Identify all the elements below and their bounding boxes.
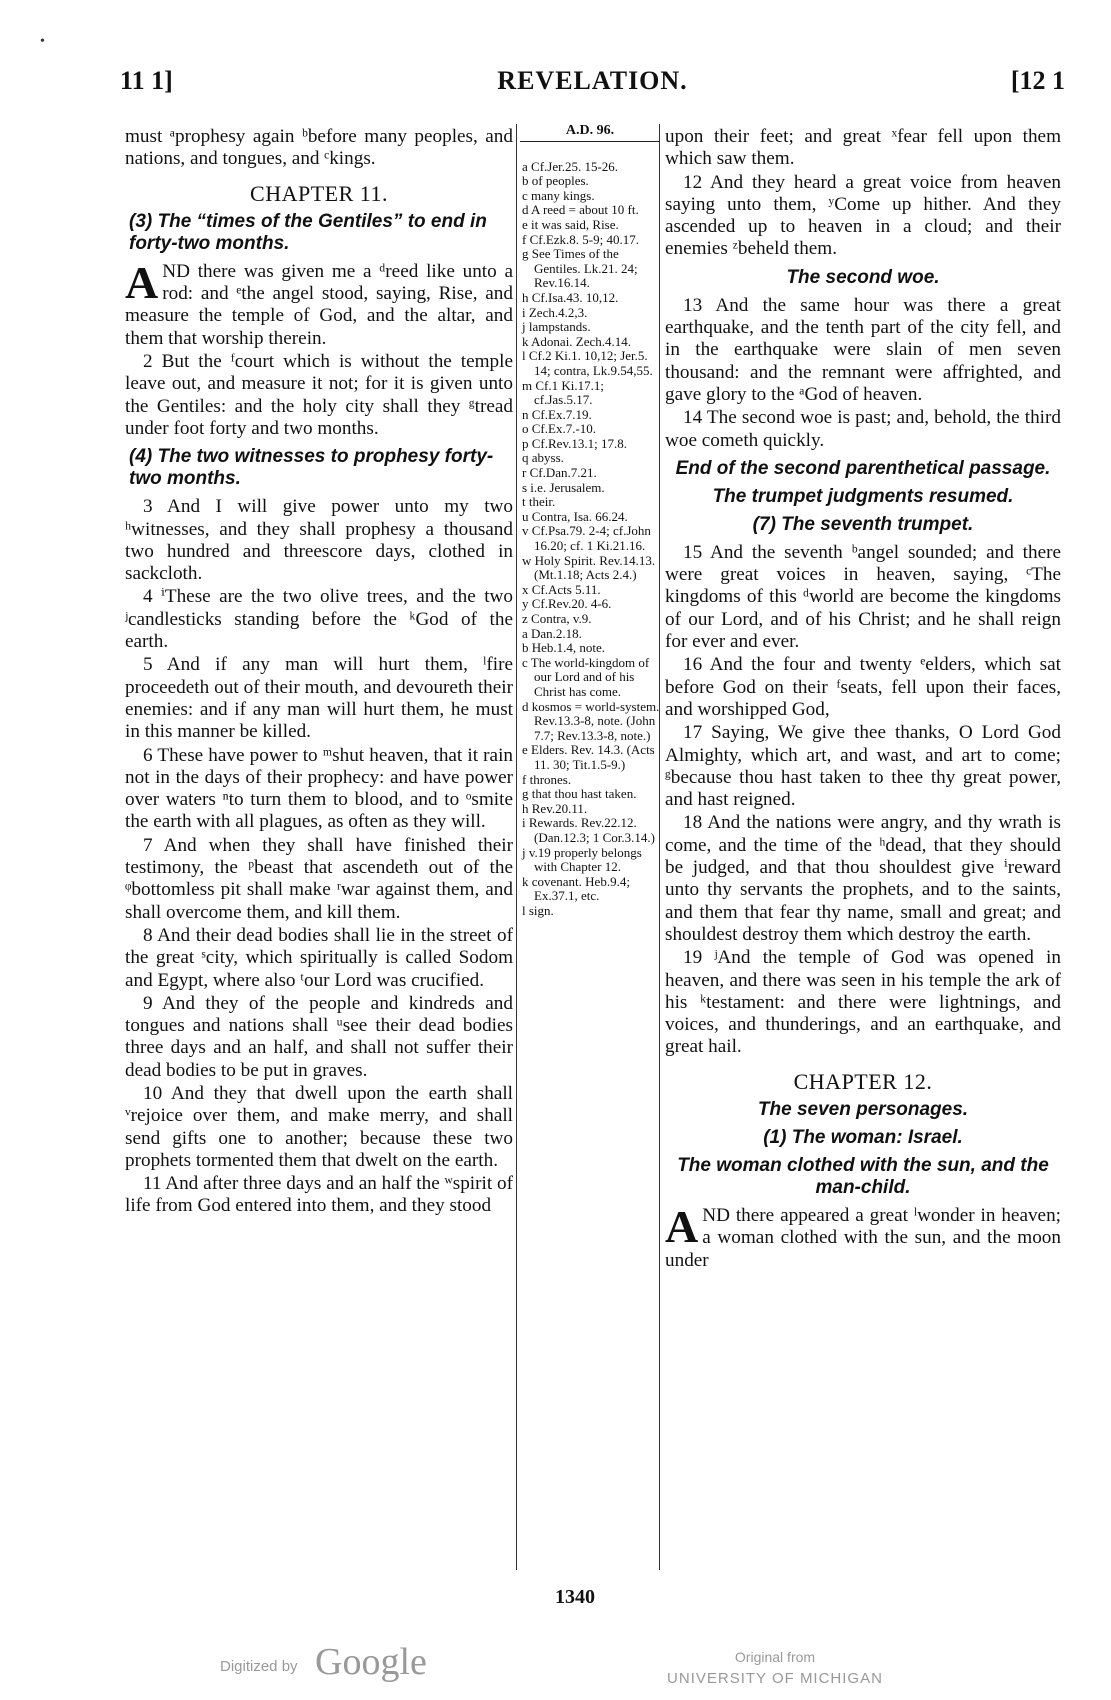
reference-note: f thrones. (522, 771, 572, 787)
section-heading: (4) The two witnesses to prophesy forty-two months. (129, 446, 494, 490)
original-label: Original from (734, 1649, 816, 1665)
reference-note: l Cf.2 Ki.1. 10,12; Jer.5. 14; contra, Lk.9.54,55. (522, 348, 653, 378)
section-heading: End of the second parenthetical passage. (675, 457, 1051, 479)
section-heading: (3) The “times of the Gentiles” to end in forty-two months. (129, 210, 487, 254)
verse-text: must ᵃprophesy again ᵇbefore many peoples, and nations, and tongues, and ᶜkings. (125, 126, 513, 170)
date-label: A.D. 96. (520, 124, 660, 142)
reference-note: o Cf.Ex.7.-10. (522, 421, 597, 437)
reference-note: a Cf.Jer.25. 15-26. (522, 158, 619, 174)
reference-note: b of peoples. (522, 173, 589, 189)
verse-12: 12 And they heard a great voice from heaven saying unto them, ʸCome up hither. And they ascended up to heaven in a cloud; and their enemies ᶻbeheld them. (665, 171, 1061, 260)
verse-1 (125, 256, 513, 350)
verse-16: 16 And the four and twenty ᵉelders, which sat before God on their ᶠseats, fell upon their faces, and worshipped God, (665, 654, 1061, 720)
verse-4: 4 ⁱThese are the two olive trees, and the two ʲcandlesticks standing before the ᵏGod of the earth. (125, 586, 513, 653)
verse-17: 17 Saying, We give thee thanks, O Lord God Almighty, which art, and wast, and art to come; ᵍbecause thou hast taken to thee thy great power, and hast reigned. (665, 722, 1061, 811)
running-header (120, 66, 1065, 106)
reference-note: i Rewards. Rev.22.12. (Dan.12.3; 1 Cor.3.14.) (522, 815, 655, 845)
reference-note: h Cf.Isa.43. 10,12. (522, 289, 619, 305)
header-reference-left: 11 1] (120, 66, 173, 95)
reference-note: v Cf.Psa.79. 2-4; cf.John 16.20; cf. 1 Ki.21.16. (522, 523, 651, 554)
verse-3: 3 And I will give power unto my two ʰwitnesses, and they shall prophesy a thousand two hundred and threescore days, clothed in sackcloth. (125, 496, 513, 585)
section-heading: (1) The woman: Israel. (763, 1126, 963, 1148)
reference-note: b Heb.1.4, note. (522, 640, 606, 656)
section-heading: The second woe. (786, 266, 940, 288)
reference-note: j lampstands. (522, 319, 591, 335)
verse-text: ND there was given me a ᵈreed like unto a rod: and ᵉthe angel stood, saying, Rise, and measure the temple of God, and the altar, and them that worship therein. (125, 260, 513, 349)
verse-5: 5 And if any man will hurt them, ˡfire proceedeth out of their mouth, and devoureth their enemies: and if any man will hurt them, he must in this manner be killed. (125, 654, 513, 743)
verse-14: 14 The second woe is past; and, behold, the third woe cometh quickly. (665, 407, 1061, 451)
reference-note: z Contra, v.9. (522, 611, 592, 626)
reference-column (520, 124, 660, 918)
verse-text: ND there appeared a great ˡwonder in heaven; a woman clothed with the sun, and the moon under (665, 1204, 1061, 1271)
chapter-heading: CHAPTER 12. (793, 1068, 933, 1094)
reference-note: u Contra, Isa. 66.24. (522, 508, 628, 524)
verse-15: 15 And the seventh ᵇangel sounded; and there were great voices in heaven, saying, ᶜThe kingdoms of this ᵈworld are become the kingdoms of our Lord, and of his Christ; and he shall reign for ever and ever. (665, 541, 1061, 653)
reference-note: n Cf.Ex.7.19. (522, 406, 592, 422)
reference-note: e Elders. Rev. 14.3. (Acts 11. 30; Tit.1.5-9.) (522, 742, 655, 772)
reference-notes (520, 160, 660, 919)
reference-note: g that thou hast taken. (522, 786, 637, 802)
reference-note: h Rev.20.11. (522, 800, 588, 816)
reference-note: x Cf.Acts 5.11. (522, 581, 601, 597)
digitized-label: Digitized by (220, 1658, 298, 1675)
reference-note: a Dan.2.18. (522, 625, 582, 641)
drop-cap: A (125, 256, 159, 308)
section-heading: The seven personages. (757, 1098, 969, 1120)
reference-note: k covenant. Heb.9.4; Ex.37.1, etc. (522, 873, 630, 904)
reference-note: d kosmos = world-system. Rev.13.3-8, note. (John 7.7; Rev.13.3-8, note.) (522, 698, 660, 743)
verse-text: upon their feet; and great ˣfear fell upon them which saw them. (665, 126, 1061, 170)
verse-8: 8 And their dead bodies shall lie in the street of the great ˢcity, which spiritually is called Sodom and Egypt, where also ᵗour Lord was crucified. (125, 924, 513, 991)
scan-mark: • (40, 34, 45, 49)
right-column (665, 126, 1061, 1273)
reference-note: j v.19 properly belongs with Chapter 12. (522, 844, 642, 875)
reference-note: l sign. (522, 902, 554, 918)
drop-cap: A (665, 1200, 699, 1252)
section-heading: The trumpet judgments resumed. (712, 485, 1014, 507)
verse-9: 9 And they of the people and kindreds and tongues and nations shall ᵘsee their dead bodies three days and an half, and shall not suffer their dead bodies to be put in graves. (125, 992, 513, 1081)
verse-19: 19 ʲAnd the temple of God was opened in heaven, and there was seen in his temple the ark of his ᵏtestament: and there were lightnings, and voices, and thunderings, and an earthquake, and great hail. (665, 947, 1061, 1058)
reference-note: d A reed = about 10 ft. (522, 202, 639, 218)
column-rule-left (516, 124, 517, 1570)
reference-note: y Cf.Rev.20. 4-6. (522, 596, 612, 612)
chapter-heading: CHAPTER 11. (250, 180, 388, 206)
reference-note: c The world-kingdom of our Lord and of his Christ has come. (522, 654, 650, 699)
reference-note: k Adonai. Zech.4.14. (522, 333, 632, 349)
reference-note: i Zech.4.2,3. (522, 304, 588, 320)
section-heading: (7) The seventh trumpet. (752, 513, 974, 535)
verse-1 (665, 1200, 1061, 1272)
reference-note: q abyss. (522, 450, 564, 466)
verse-18: 18 And the nations were angry, and thy wrath is come, and the time of the ʰdead, that they should be judged, and that thou shouldest give ⁱreward unto thy servants the prophets, and to the saints, and them that fear thy name, small and great; and shouldest destroy them which destroy the earth. (665, 812, 1061, 945)
library-label: UNIVERSITY OF MICHIGAN (667, 1670, 883, 1687)
reference-note: c many kings. (522, 187, 595, 203)
left-column (125, 126, 513, 1219)
section-heading: The woman clothed with the sun, and the man-child. (677, 1154, 1049, 1198)
page-number: 1340 (555, 1586, 595, 1608)
reference-note: s i.e. Jerusalem. (522, 479, 605, 495)
verse-6: 6 These have power to ᵐshut heaven, that it rain not in the days of their prophecy: and have power over waters ⁿto turn them to blood, and to ᵒsmite the earth with all plagues, as often as they will. (125, 744, 513, 833)
page-title: REVELATION. (497, 66, 688, 95)
reference-note: t their. (522, 494, 556, 510)
reference-note: r Cf.Dan.7.21. (522, 465, 597, 481)
verse-11: 11 And after three days and an half the ʷspirit of life from God entered into them, and they stood (125, 1173, 513, 1217)
verse-2: 2 But the ᶠcourt which is without the temple leave out, and measure it not; for it is given unto the Gentiles: and the holy city shall they ᵍtread under foot forty and two months. (125, 351, 513, 439)
reference-note: f Cf.Ezk.8. 5-9; 40.17. (522, 231, 639, 247)
header-reference-right: [12 1 (1010, 66, 1065, 95)
verse-10: 10 And they that dwell upon the earth shall ᵛrejoice over them, and make merry, and shall send gifts one to another; because these two prophets tormented them that dwelt on the earth. (125, 1082, 513, 1171)
reference-note: e it was said, Rise. (522, 216, 619, 232)
google-logo: Google (315, 1641, 427, 1683)
reference-note: m Cf.1 Ki.17.1; cf.Jas.5.17. (522, 377, 604, 408)
verse-7: 7 And when they shall have finished their testimony, the ᵖbeast that ascendeth out of the ᵠbottomless pit shall make ʳwar against them, and shall overcome them, and kill them. (125, 834, 513, 923)
reference-note: g See Times of the Gentiles. Lk.21. 24; Rev.16.14. (522, 246, 638, 291)
reference-note: w Holy Spirit. Rev.14.13. (Mt.1.18; Acts 2.4.) (522, 552, 656, 583)
reference-note: p Cf.Rev.13.1; 17.8. (522, 435, 627, 451)
verse-13: 13 And the same hour was there a great earthquake, and the tenth part of the city fell, and in the earthquake were slain of men seven thousand: and the remnant were affrighted, and gave glory to the ᵃGod of heaven. (665, 294, 1061, 405)
